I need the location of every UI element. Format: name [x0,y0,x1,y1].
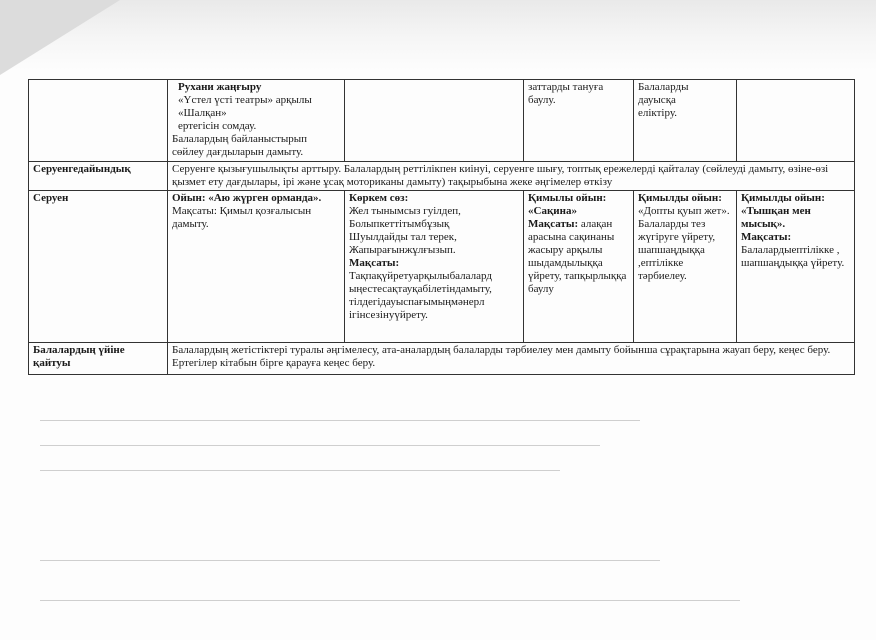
goal-text: Балалардыептілікке , шапшаңдыққа үйрету. [741,244,845,269]
row-label-walk-prep: Серуенгедайындық [29,162,168,191]
text-line: баулу. [528,94,556,106]
poem-line: Шуылдайды тал терек, [349,231,457,243]
activity-cell-objects [524,80,634,162]
text-line: Балаларды [638,81,689,93]
goal-label: Мақсаты: [349,257,400,269]
walk-cell-cat-mouse-game [737,191,855,343]
goal-line: ігінсезінуүйрету. [349,309,428,321]
table-row-activity [29,80,855,162]
goal-line: тілдегідауыспағымыңмәнерл [349,296,485,308]
poem-line: Болыпкеттітымбұзық [349,218,450,230]
poem-title: Көркем сөз: [349,192,409,204]
row-label-going-home: Балалардың үйіне қайтуы [29,343,168,375]
goal-text: алақан арасына сақинаны жасыру арқылы шыдамдылыққа үйрету, тапқырлыққа баулу [528,218,627,295]
text-line: «Шалқан» [178,107,227,119]
table-row-walk [29,191,855,343]
row-label-walk: Серуен [29,191,168,343]
text-line: заттарды тануға [528,81,604,93]
bleed-through-line [40,470,560,471]
walk-prep-text: Серуенге қызығушылықты арттыру. Балалардың реттілікпен киінуі, серуенге шығу, топтық ережелерді қайталау (сөйлеуді дамыту, өзіне-өзі қызмет ету дағдылары, ірі және ұсақ моториканы дамыту) тақырыбына жеке әңгімелер өткізу [168,162,855,191]
goal-label: Мақсаты: [741,231,792,243]
bleed-through-line [40,445,600,446]
table-row-going-home [29,343,855,375]
game-goal: Мақсаты: Қимыл қозғалысын дамыту. [172,205,312,230]
poem-line: Жапырағынжұлғызып. [349,244,456,256]
activity-cell-sounds [634,80,737,162]
text-line: сөйлеу дағдыларын дамыту. [172,146,304,158]
game-title: Қимылы ойын: «Сақина» [528,192,607,217]
goal-line: Тақпақүйретуарқылыбалалард [349,270,492,282]
scan-shadow [0,0,876,70]
activity-cell-empty [737,80,855,162]
walk-cell-bear-game [168,191,345,343]
goal-label: Мақсаты: [528,218,579,230]
walk-cell-ring-game [524,191,634,343]
game-title: Қимылды ойын: [638,192,722,204]
going-home-text: Балалардың жетістіктері туралы әңгімелесу, ата-аналардың балаларды тәрбиелеу мен дамыту бойынша сұрақтарына жауап беру, кеңес беру. Ертегілер кітабын бірге қарауға кеңес беру. [168,343,855,375]
text-line: ертегісін сомдау. [178,120,257,132]
section-heading: Рухани жаңғыру [178,81,262,93]
game-body: «Допты қуып жет». Балаларды тез жүгіруге үйрету, шапшаңдыққа ,ептілікке тәрбиелеу. [638,205,730,282]
daily-plan-table [28,79,855,375]
bleed-through-line [40,560,660,561]
text-line: «Үстел үсті театры» арқылы [178,94,312,106]
text-line: дауысқа [638,94,676,106]
bleed-through-line [40,420,640,421]
poem-line: Жел тынымсыз гуілдеп, [349,205,461,217]
row-label-empty [29,80,168,162]
game-goal [528,218,626,295]
game-title: Қимылды ойын: «Тышқан мен мысық». [741,192,825,230]
text-line: еліктіру. [638,107,677,119]
activity-cell-spiritual [168,80,345,162]
walk-cell-poem [345,191,524,343]
game-title: Ойын: «Аю жүрген орманда». [172,192,322,204]
walk-cell-ball-game [634,191,737,343]
scan-shadow-corner [0,0,120,75]
activity-cell-empty [345,80,524,162]
table-row-walk-prep [29,162,855,191]
goal-line: ыңестесақтауқабілетіндамыту, [349,283,492,295]
text-line: Балалардың байланыстырып [172,133,307,145]
bleed-through-line [40,600,740,601]
